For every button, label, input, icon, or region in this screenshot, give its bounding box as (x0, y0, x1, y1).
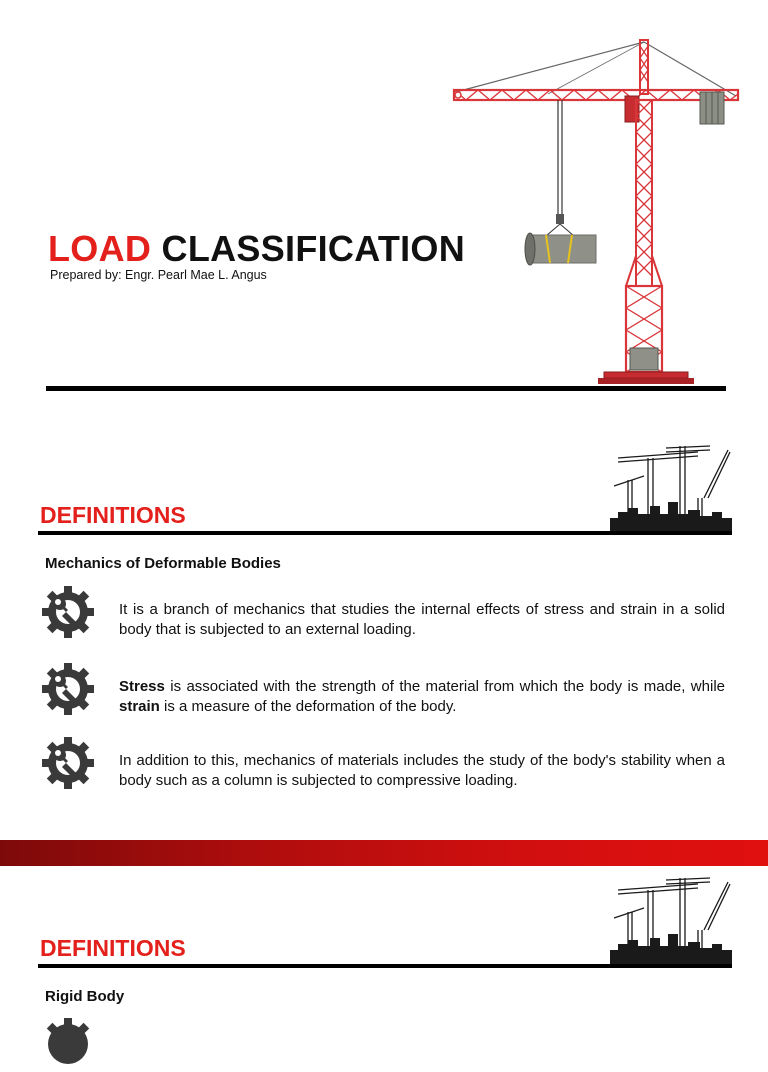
definition-paragraph-3: In addition to this, mechanics of materials includes the study of the body's stability when a body such as a column is subjected to compressive loading. (119, 752, 725, 789)
term-stress: Stress (119, 678, 165, 695)
title-classification: CLASSIFICATION (161, 228, 466, 269)
section-title-definitions: DEFINITIONS (40, 502, 186, 528)
paragraph-text: is a measure of the deformation of the body. (159, 697, 457, 715)
construction-skyline-icon (608, 442, 736, 536)
section-title-definitions: DEFINITIONS (40, 935, 186, 961)
tower-crane-illustration (448, 36, 744, 392)
section-divider (38, 964, 732, 968)
term-strain: strain (119, 697, 160, 715)
slide-title (48, 228, 465, 270)
slide-separator-banner (0, 840, 768, 866)
paragraph-text: is associated with the strength of the material from which the body is made, while (164, 678, 725, 695)
sub-heading-rigid-body: Rigid Body (45, 988, 125, 1005)
gear-wrench-icon (40, 735, 96, 791)
definition-paragraph-1: It is a branch of mechanics that studies the internal effects of stress and strain in a solid body that is subjected to an external loading. (119, 601, 725, 638)
gear-wrench-icon (40, 584, 96, 640)
section-divider (38, 531, 732, 535)
prepared-by: Prepared by: Engr. Pearl Mae L. Angus (50, 268, 267, 282)
construction-skyline-icon (608, 874, 736, 968)
sub-heading-mechanics: Mechanics of Deformable Bodies (45, 555, 281, 572)
title-load: LOAD (48, 228, 152, 269)
gear-wrench-icon (40, 1016, 96, 1072)
title-divider (46, 386, 726, 391)
definition-paragraph-2 (119, 677, 725, 716)
gear-wrench-icon (40, 661, 96, 717)
